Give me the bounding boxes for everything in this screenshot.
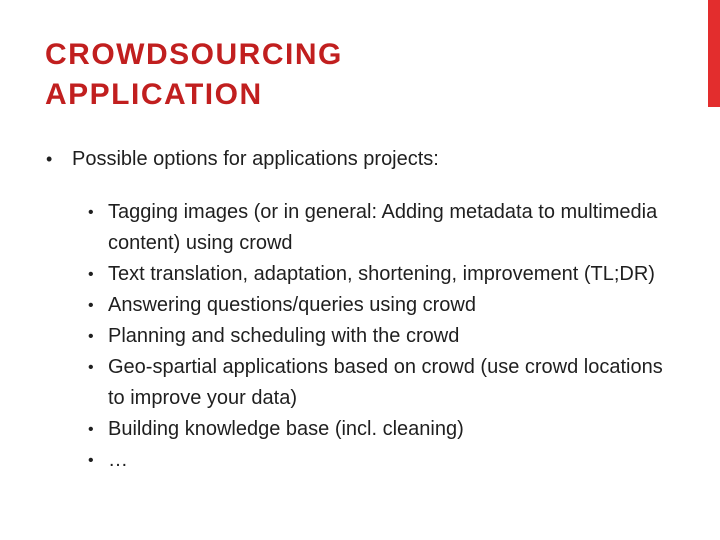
slide-title (45, 35, 685, 115)
bullet-icon: • (88, 266, 94, 283)
sub-bullet-item (88, 259, 678, 290)
accent-bar (708, 0, 720, 107)
bullet-icon: • (88, 359, 94, 376)
bullet-icon: • (46, 149, 53, 169)
sub-bullet-item (88, 445, 678, 476)
sub-bullet-text: Text translation, adaptation, shortening, improvement (TL;DR) (108, 263, 655, 285)
title-line-2: APPLICATION (45, 78, 263, 111)
sub-bullet-text: Building knowledge base (incl. cleaning) (108, 418, 464, 440)
sub-bullet-item (88, 290, 678, 321)
sub-bullet-text: Planning and scheduling with the crowd (108, 325, 460, 347)
sub-bullet-text: Tagging images (or in general: Adding metadata to multimedia content) using crowd (108, 201, 658, 254)
main-bullet (46, 144, 686, 175)
sub-bullet-list (88, 197, 678, 476)
title-line-1: CROWDSOURCING (45, 38, 343, 71)
bullet-icon: • (88, 421, 94, 438)
sub-bullet-text: … (108, 449, 128, 471)
bullet-icon: • (88, 204, 94, 221)
sub-bullet-item (88, 197, 678, 259)
bullet-icon: • (88, 452, 94, 469)
sub-bullet-text: Answering questions/queries using crowd (108, 294, 476, 316)
slide-content (46, 144, 686, 476)
sub-bullet-text: Geo-spartial applications based on crowd (use crowd locations to improve your data) (108, 356, 663, 409)
bullet-icon: • (88, 297, 94, 314)
main-bullet-text: Possible options for applications projects: (72, 148, 439, 170)
sub-bullet-item (88, 321, 678, 352)
sub-bullet-item (88, 352, 678, 414)
sub-bullet-item (88, 414, 678, 445)
bullet-icon: • (88, 328, 94, 345)
